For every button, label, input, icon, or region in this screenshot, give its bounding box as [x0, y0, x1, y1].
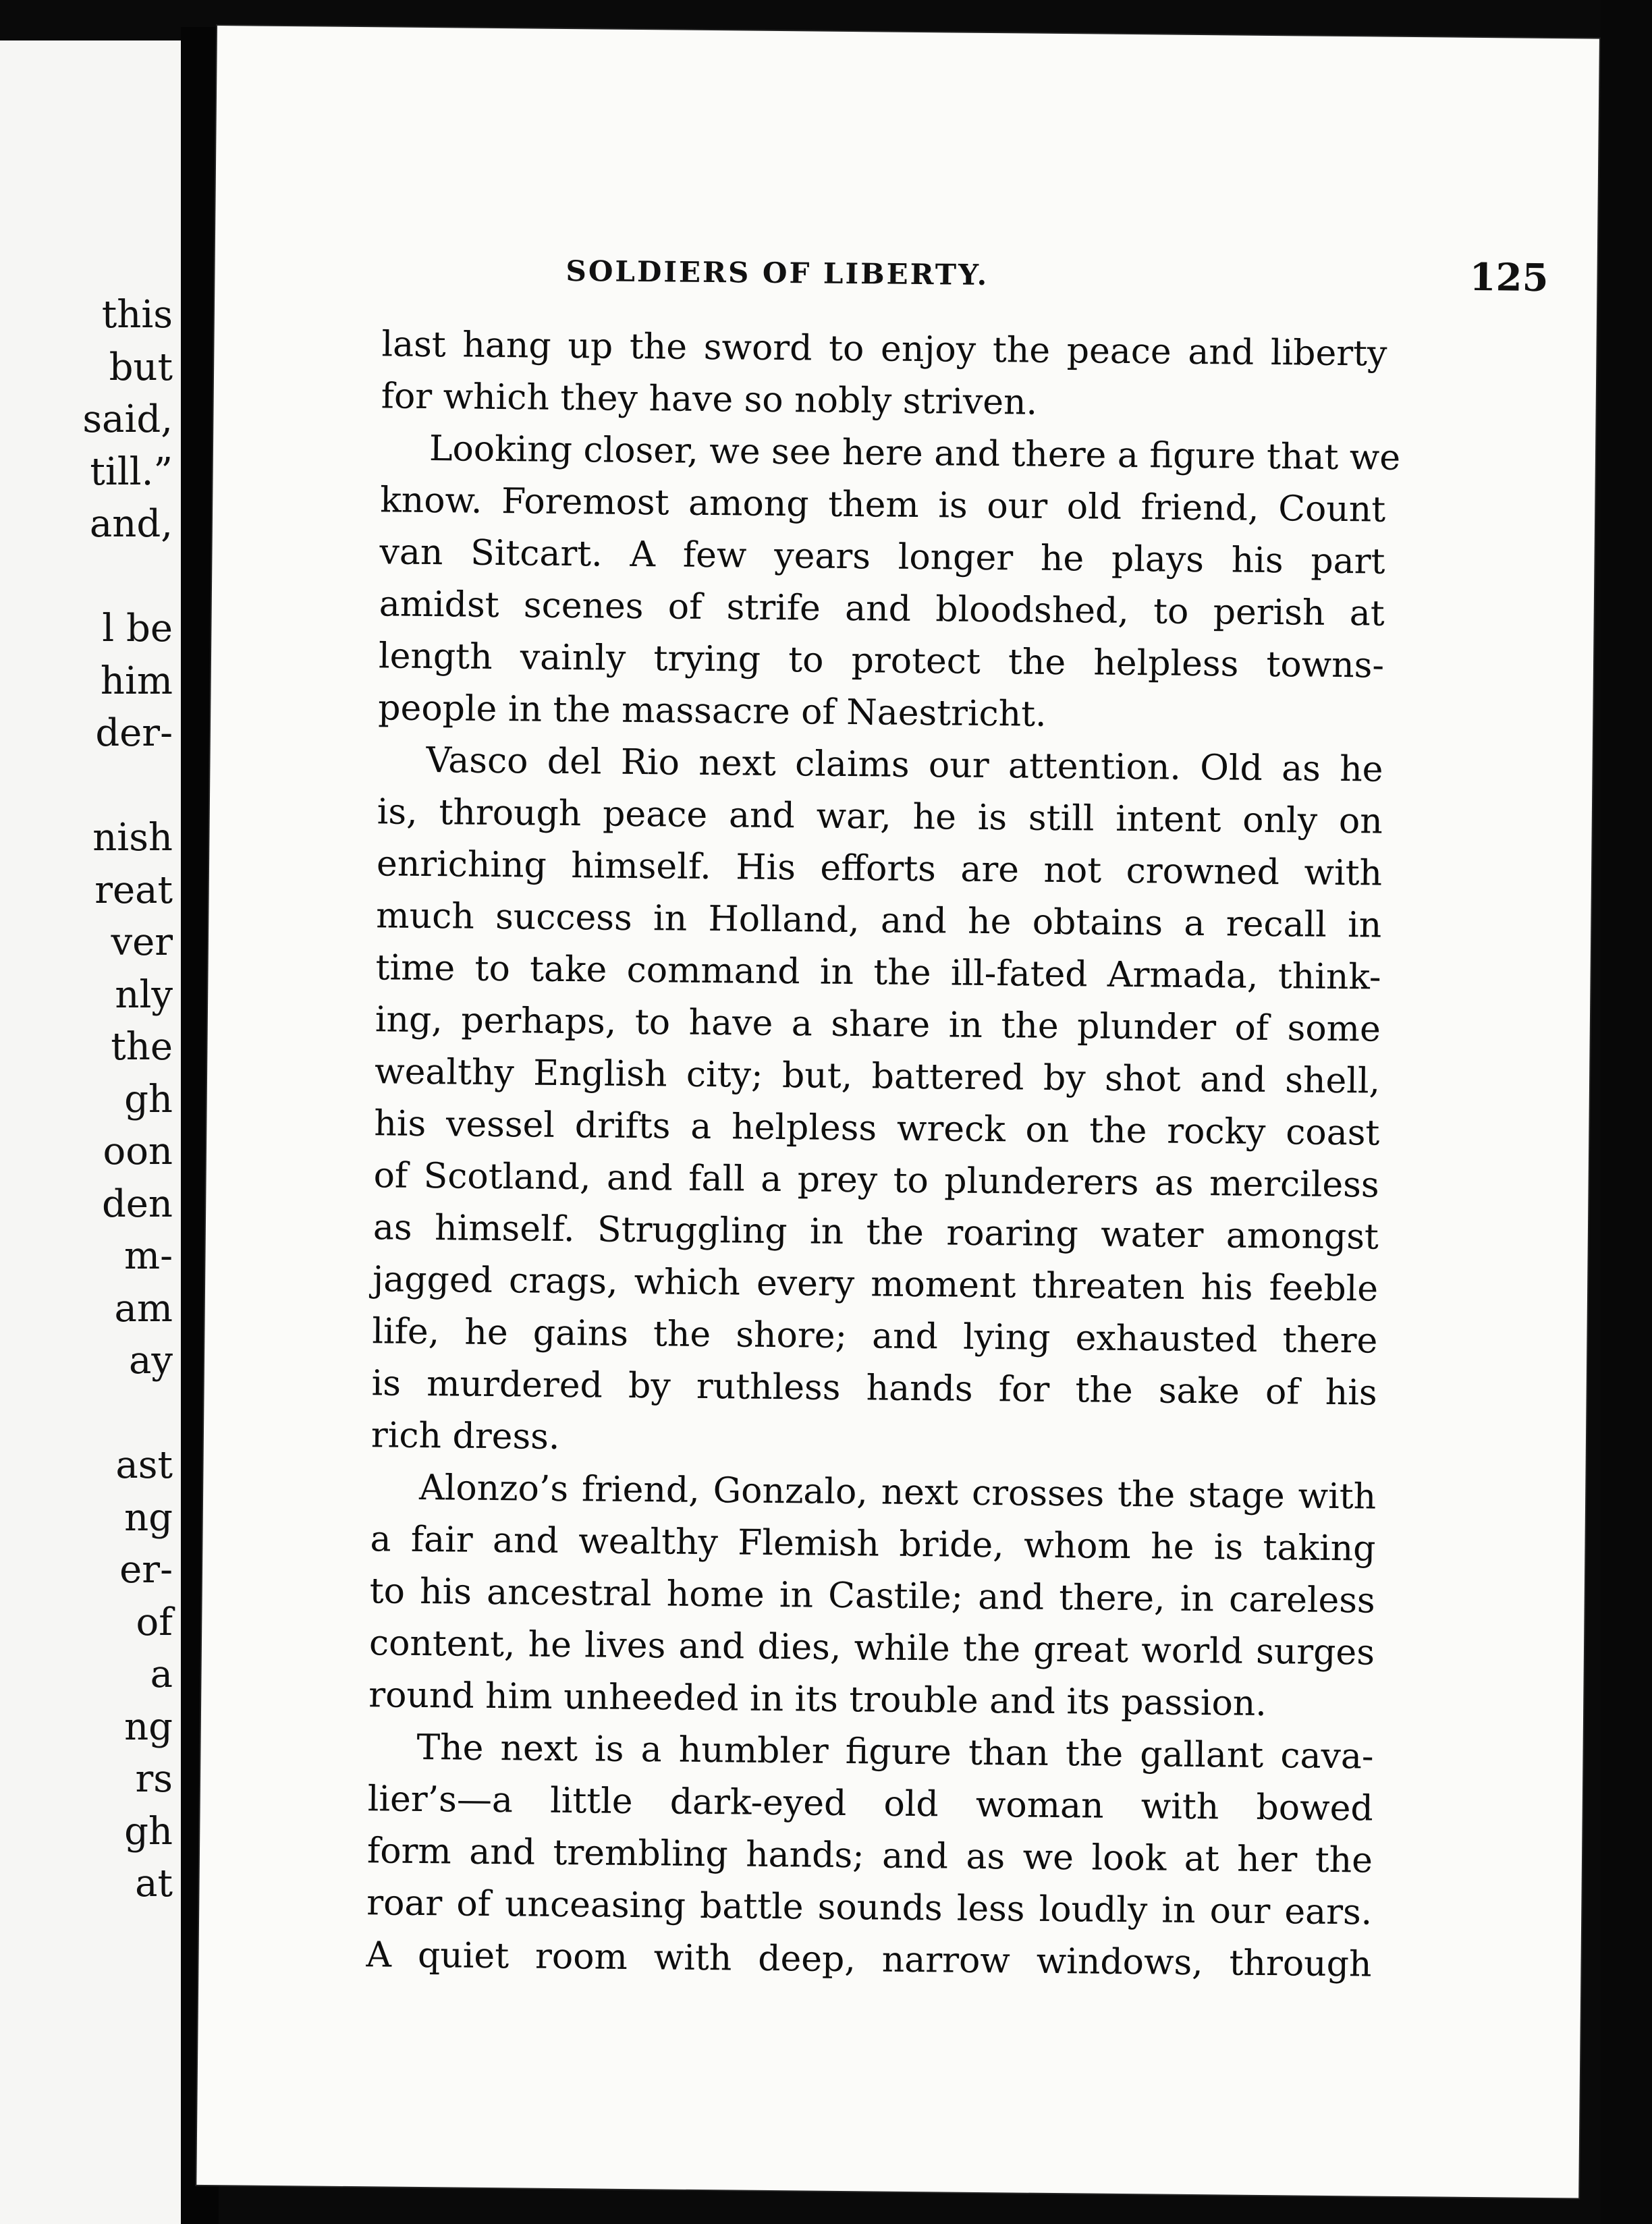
facing-page-line: gh: [124, 1077, 173, 1121]
facing-page-line: [11, 551, 173, 603]
text-line: length vainly trying to protect the helpless towns-: [378, 636, 1385, 686]
facing-page-line: him: [100, 659, 173, 703]
text-line: is, through peace and war, he is still intent only on: [377, 791, 1383, 842]
text-line: Alonzo’s friend, Gonzalo, next crosses the stage with: [418, 1467, 1377, 1518]
facing-page-line: m-: [123, 1234, 173, 1278]
facing-page-line: this: [101, 293, 173, 337]
text-line: amidst scenes of strife and bloodshed, to perish at: [379, 584, 1385, 634]
facing-page-line: and,: [89, 502, 173, 546]
facing-page-line: nly: [115, 972, 173, 1017]
text-line: lier’s—a little dark-eyed old woman with bowed: [367, 1779, 1374, 1829]
text-line: much success in Holland, and he obtains a recall in: [376, 895, 1382, 946]
facing-page-line: the: [111, 1025, 173, 1069]
page-number: 125: [1469, 254, 1549, 300]
facing-page-line: ay: [128, 1339, 173, 1383]
text-line: people in the massacre of Naestricht.: [378, 688, 1047, 735]
text-line: for which they have so nobly striven.: [381, 376, 1038, 423]
facing-page-line: ng: [124, 1704, 173, 1749]
facing-page-line: at: [135, 1862, 173, 1906]
facing-page-line: gh: [124, 1809, 173, 1854]
text-line: ing, perhaps, to have a share in the plunder of some: [375, 999, 1381, 1050]
text-line: know. Foremost among them is our old friend, Count: [379, 480, 1386, 530]
facing-page-line: said,: [82, 397, 173, 441]
text-line: jagged crags, which every moment threaten his feeble: [372, 1259, 1379, 1310]
facing-page-line: reat: [94, 868, 173, 912]
facing-page-line: rs: [135, 1757, 173, 1801]
running-head: SOLDIERS OF LIBERTY.: [566, 254, 989, 291]
facing-page-line: ast: [115, 1443, 173, 1487]
facing-page-line: [11, 760, 173, 812]
scan-border: [1601, 0, 1652, 2224]
text-line: enriching himself. His efforts are not crowned with: [376, 843, 1383, 894]
facing-page-line: am: [114, 1286, 173, 1331]
facing-page-line: ver: [111, 920, 173, 964]
facing-page-line: er-: [119, 1548, 173, 1592]
facing-page-line: ng: [124, 1495, 173, 1540]
text-line: of Scotland, and fall a prey to plunderers as merciless: [373, 1155, 1379, 1206]
text-line: to his ancestral home in Castile; and there, in careless: [369, 1571, 1375, 1621]
facing-page-line: of: [136, 1600, 173, 1644]
page-body-text: [366, 318, 1401, 1991]
text-line: The next is a humbler figure than the gallant cava-: [416, 1727, 1374, 1777]
facing-page-line: oon: [103, 1130, 173, 1173]
text-line: form and trembling hands; and as we look at her the: [366, 1831, 1373, 1881]
text-line: time to take command in the ill-fated Armada, think-: [375, 947, 1381, 998]
facing-page-line: [11, 1387, 173, 1440]
text-line: last hang up the sword to enjoy the peace and liberty: [381, 324, 1387, 374]
facing-page-line: l be: [102, 607, 173, 650]
facing-page-fragment: [0, 40, 181, 2224]
facing-page-text: [11, 289, 173, 1910]
text-line: his vessel drifts a helpless wreck on the rocky coast: [374, 1103, 1380, 1154]
text-line: roar of unceasing battle sounds less loudly in our ears.: [366, 1883, 1373, 1933]
text-line: is murdered by ruthless hands for the sake of his: [371, 1363, 1377, 1414]
text-line: content, he lives and dies, while the great world surges: [368, 1623, 1375, 1673]
book-page: [196, 26, 1599, 2198]
text-line: A quiet room with deep, narrow windows, through: [366, 1935, 1372, 1985]
facing-page-line: nish: [92, 816, 173, 860]
text-line: wealthy English city; but, battered by shot and shell,: [374, 1051, 1381, 1102]
text-line: as himself. Struggling in the roaring water amongst: [373, 1207, 1379, 1258]
facing-page-line: der-: [95, 711, 173, 755]
text-line: life, he gains the shore; and lying exhausted there: [372, 1311, 1378, 1362]
text-line: rich dress.: [370, 1415, 560, 1457]
text-line: a fair and wealthy Flemish bride, whom he is taking: [370, 1519, 1376, 1569]
text-line: van Sitcart. A few years longer he plays his part: [379, 532, 1385, 582]
page-header: [350, 244, 1549, 310]
text-line: round him unheeded in its trouble and its passion.: [368, 1675, 1267, 1725]
facing-page-line: till.”: [90, 449, 173, 494]
text-line: Vasco del Rio next claims our attention. Old as he: [426, 740, 1383, 790]
facing-page-line: a: [150, 1652, 173, 1696]
facing-page-line: den: [101, 1182, 173, 1226]
text-line: Looking closer, we see here and there a figure that we: [429, 428, 1401, 478]
facing-page-line: but: [109, 345, 173, 389]
